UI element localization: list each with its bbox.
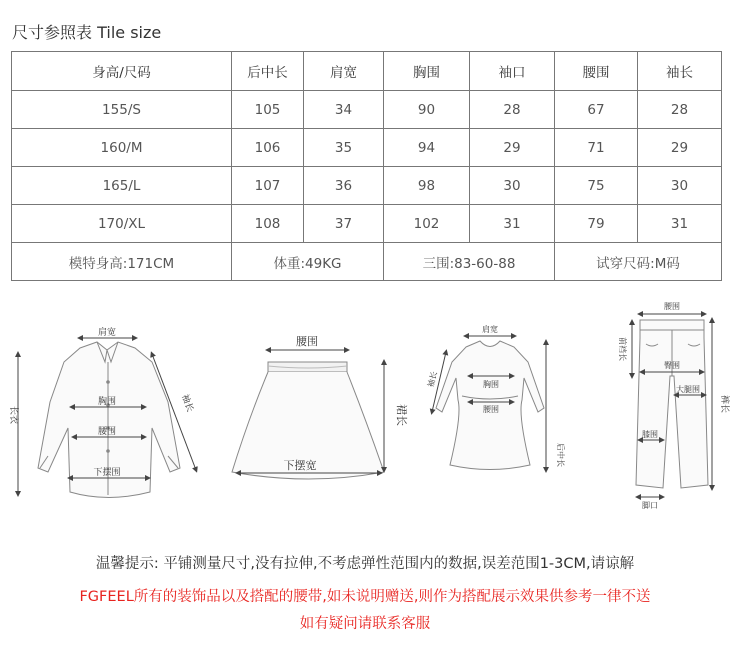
header-cell: 腰围 bbox=[555, 52, 638, 91]
table-cell: 67 bbox=[555, 91, 638, 129]
table-cell: 106 bbox=[232, 129, 304, 167]
model-weight: 体重:49KG bbox=[232, 243, 384, 281]
shirt-chest-label: 胸围 bbox=[97, 397, 117, 407]
table-cell: 94 bbox=[384, 129, 470, 167]
table-cell: 28 bbox=[470, 91, 555, 129]
table-cell: 79 bbox=[555, 205, 638, 243]
accessory-notice: FGFEEL所有的装饰品以及搭配的腰带,如未说明赠送,则作为搭配展示效果供参考一律不送 bbox=[79, 589, 651, 605]
header-cell: 后中长 bbox=[232, 52, 304, 91]
pants-hem-label: 脚口 bbox=[642, 501, 658, 510]
pants-diagram bbox=[636, 320, 708, 488]
dress-sleeve-label: 袖长 bbox=[426, 370, 440, 389]
measurement-tip: 温馨提示: 平铺测量尺寸,没有拉伸,不考虑弹性范围内的数据,误差范围1-3CM,请谅解 bbox=[95, 556, 635, 572]
table-row bbox=[12, 91, 722, 129]
shirt-shoulder-label: 肩宽 bbox=[97, 328, 117, 338]
shirt-length-label: 长衣 bbox=[8, 405, 18, 425]
shirt-waist-label: 腰围 bbox=[97, 427, 117, 437]
header-cell: 身高/尺码 bbox=[12, 52, 232, 91]
size-table bbox=[11, 51, 722, 281]
table-header-row bbox=[12, 52, 722, 91]
header-cell: 袖口 bbox=[470, 52, 555, 91]
table-cell: 75 bbox=[555, 167, 638, 205]
table-row bbox=[12, 129, 722, 167]
shirt-hem-label: 下摆围 bbox=[93, 468, 121, 478]
table-cell: 37 bbox=[304, 205, 384, 243]
table-cell: 36 bbox=[304, 167, 384, 205]
page-title: 尺寸参照表 Tile size bbox=[12, 23, 162, 42]
table-cell: 108 bbox=[232, 205, 304, 243]
table-cell: 34 bbox=[304, 91, 384, 129]
table-cell: 155/S bbox=[12, 91, 232, 129]
table-cell: 29 bbox=[638, 129, 722, 167]
header-cell: 胸围 bbox=[384, 52, 470, 91]
table-row bbox=[12, 167, 722, 205]
dress-back-length-label: 后中长 bbox=[556, 443, 565, 467]
table-row bbox=[12, 205, 722, 243]
model-info-row bbox=[12, 243, 722, 281]
table-cell: 160/M bbox=[12, 129, 232, 167]
pants-knee-label: 膝围 bbox=[642, 430, 658, 439]
shirt-sleeve-label: 袖长 bbox=[179, 393, 195, 414]
skirt-waist-label: 腰围 bbox=[296, 335, 318, 348]
model-measurements: 三围:83-60-88 bbox=[384, 243, 555, 281]
table-cell: 28 bbox=[638, 91, 722, 129]
table-cell: 105 bbox=[232, 91, 304, 129]
table-cell: 107 bbox=[232, 167, 304, 205]
pants-hip-label: 臀围 bbox=[664, 361, 680, 370]
pants-rise-label: 前裆长 bbox=[618, 337, 627, 361]
table-cell: 31 bbox=[638, 205, 722, 243]
table-cell: 98 bbox=[384, 167, 470, 205]
model-height: 模特身高:171CM bbox=[12, 243, 232, 281]
table-cell: 30 bbox=[470, 167, 555, 205]
skirt-hem-label: 下摆宽 bbox=[283, 459, 317, 472]
table-cell: 29 bbox=[470, 129, 555, 167]
table-cell: 102 bbox=[384, 205, 470, 243]
contact-notice: 如有疑问请联系客服 bbox=[299, 616, 431, 632]
header-cell: 袖长 bbox=[638, 52, 722, 91]
table-cell: 71 bbox=[555, 129, 638, 167]
skirt-length-label: 裙长 bbox=[395, 404, 408, 426]
dress-chest-label: 胸围 bbox=[483, 380, 499, 389]
table-cell: 35 bbox=[304, 129, 384, 167]
dress-waist-label: 腰围 bbox=[483, 405, 499, 414]
dress-shoulder-label: 肩宽 bbox=[482, 325, 498, 334]
pants-thigh-label: 大腿围 bbox=[676, 385, 700, 394]
table-cell: 30 bbox=[638, 167, 722, 205]
model-size: 试穿尺码:M码 bbox=[555, 243, 722, 281]
pants-waist-label: 腰围 bbox=[664, 302, 680, 311]
table-cell: 31 bbox=[470, 205, 555, 243]
table-cell: 170/XL bbox=[12, 205, 232, 243]
pants-length-label: 裤长 bbox=[719, 394, 729, 414]
garment-diagrams bbox=[0, 295, 730, 525]
table-cell: 90 bbox=[384, 91, 470, 129]
header-cell: 肩宽 bbox=[304, 52, 384, 91]
table-cell: 165/L bbox=[12, 167, 232, 205]
